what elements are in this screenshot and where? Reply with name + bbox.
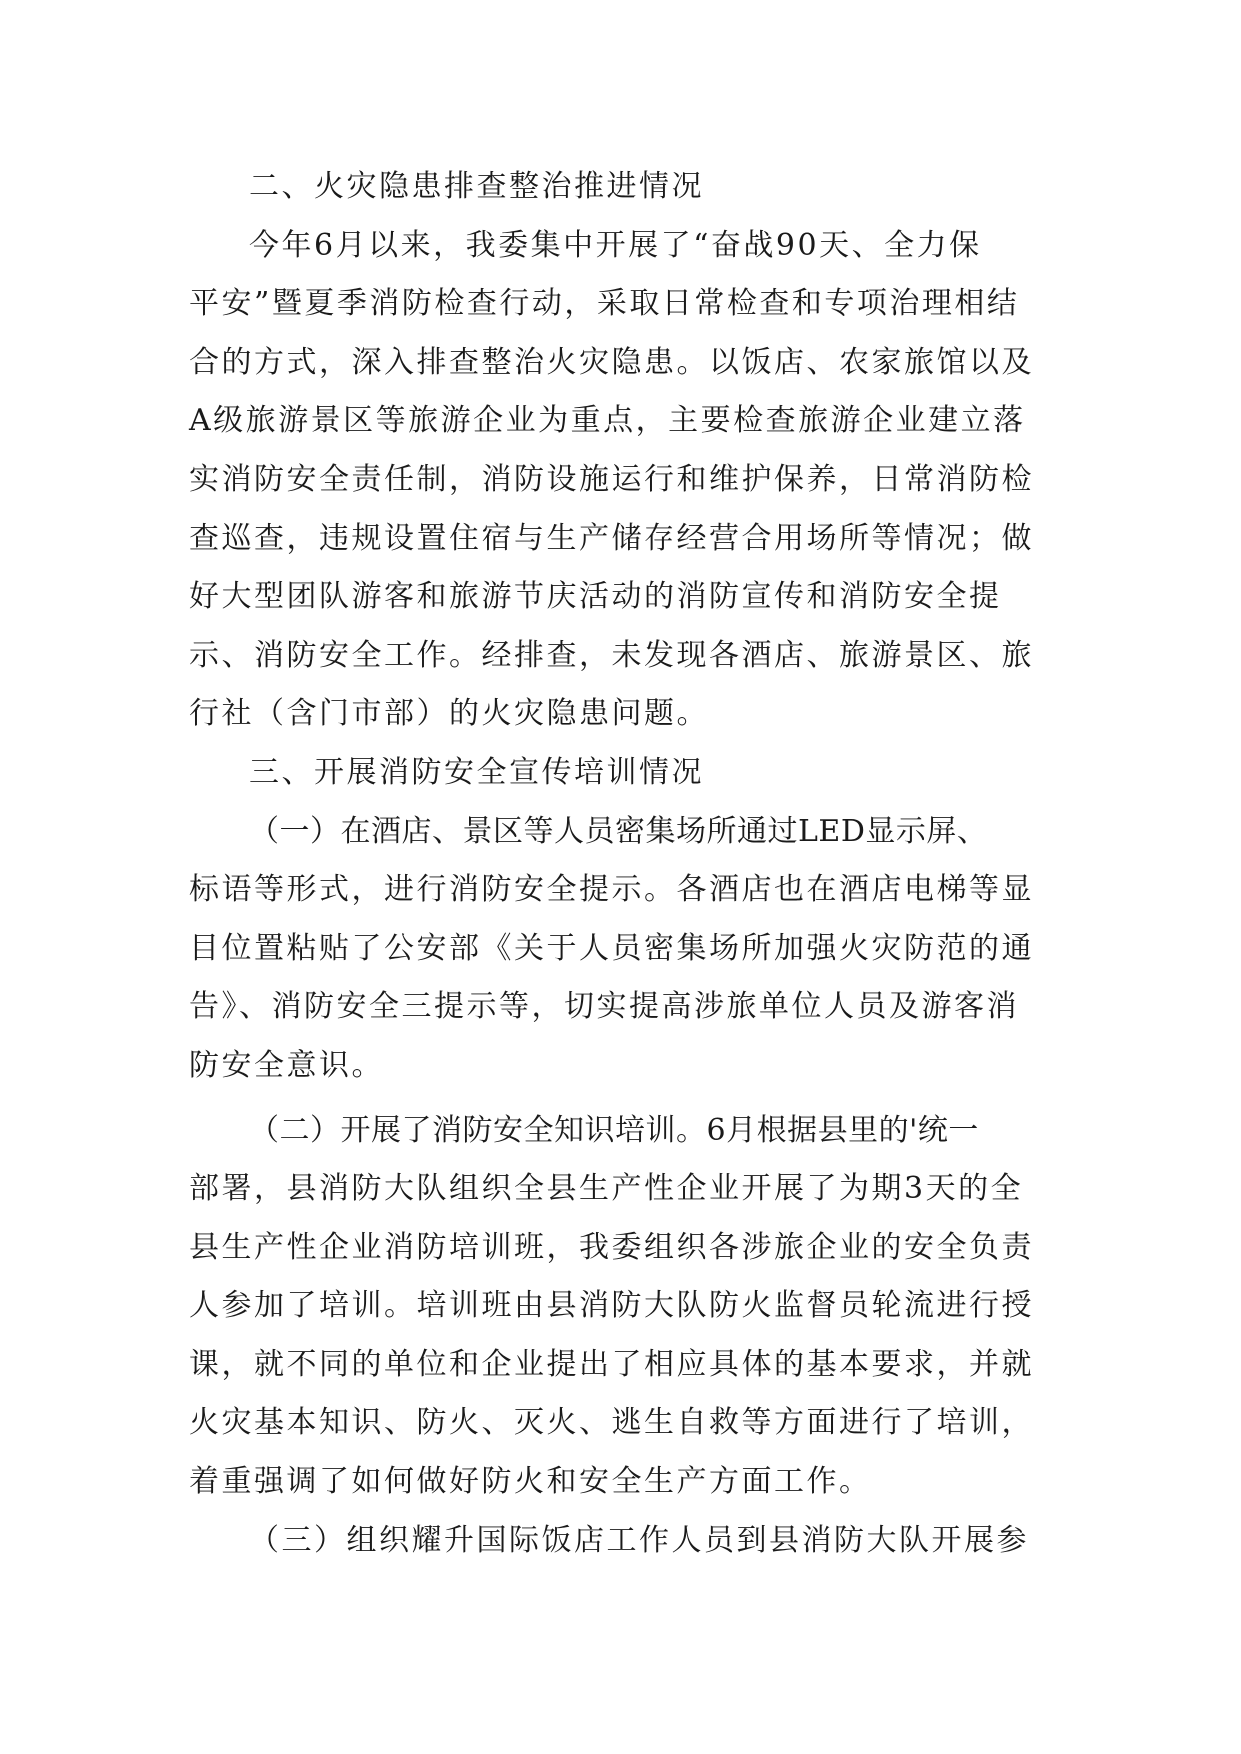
paragraph-line: 实消防安全责任制，消防设施运行和维护保养，日常消防检 — [189, 461, 1034, 497]
paragraph-line: 人参加了培训。培训班由县消防大队防火监督员轮流进行授 — [189, 1288, 1034, 1324]
document-body — [189, 158, 1049, 1570]
paragraph-line: 平安”暨夏季消防检查行动，采取日常检查和专项治理相结 — [189, 286, 1020, 322]
section-heading-2: 二、火灾隐患排查整治推进情况 — [249, 169, 704, 204]
paragraph-line: （二）开展了消防安全知识培训。6月根据县里的'统一 — [249, 1112, 979, 1148]
paragraph-line: 好大型团队游客和旅游节庆活动的消防宣传和消防安全提 — [189, 579, 1002, 615]
paragraph-line: 示、消防安全工作。经排查，未发现各酒店、旅游景区、旅 — [189, 637, 1034, 673]
paragraph-line: 查巡查，违规设置住宿与生产储存经营合用场所等情况；做 — [189, 520, 1034, 556]
paragraph-line: （一）在酒店、景区等人员密集场所通过LED显示屏、 — [249, 813, 988, 849]
paragraph-line: 防安全意识。 — [189, 1047, 384, 1083]
paragraph-line: 课，就不同的单位和企业提出了相应具体的基本要求，并就 — [189, 1346, 1034, 1382]
paragraph-line: 合的方式，深入排查整治火灾隐患。以饭店、农家旅馆以及 — [189, 344, 1034, 380]
section-heading-3: 三、开展消防安全宣传培训情况 — [249, 754, 704, 790]
paragraph-line: 目位置粘贴了公安部《关于人员密集场所加强火灾防范的通 — [189, 930, 1034, 966]
paragraph-line: 火灾基本知识、防火、灭火、逃生自救等方面进行了培训， — [189, 1405, 1034, 1441]
paragraph-line: A级旅游景区等旅游企业为重点，主要检查旅游企业建立落 — [189, 403, 1026, 439]
paragraph-line: 部署，县消防大队组织全县生产性企业开展了为期3天的全 — [189, 1171, 1024, 1207]
paragraph-line: （三）组织耀升国际饭店工作人员到县消防大队开展参 — [249, 1522, 1029, 1558]
paragraph-line: 告》、消防安全三提示等，切实提高涉旅单位人员及游客消 — [189, 989, 1019, 1025]
paragraph-line: 标语等形式，进行消防安全提示。各酒店也在酒店电梯等显 — [189, 872, 1034, 908]
paragraph-line: 今年6月以来，我委集中开展了“奋战90天、全力保 — [249, 227, 982, 263]
paragraph-line: 着重强调了如何做好防火和安全生产方面工作。 — [189, 1464, 872, 1500]
paragraph-line: 行社（含门市部）的火灾隐患问题。 — [189, 696, 709, 732]
paragraph-line: 县生产性企业消防培训班，我委组织各涉旅企业的安全负责 — [189, 1229, 1034, 1265]
